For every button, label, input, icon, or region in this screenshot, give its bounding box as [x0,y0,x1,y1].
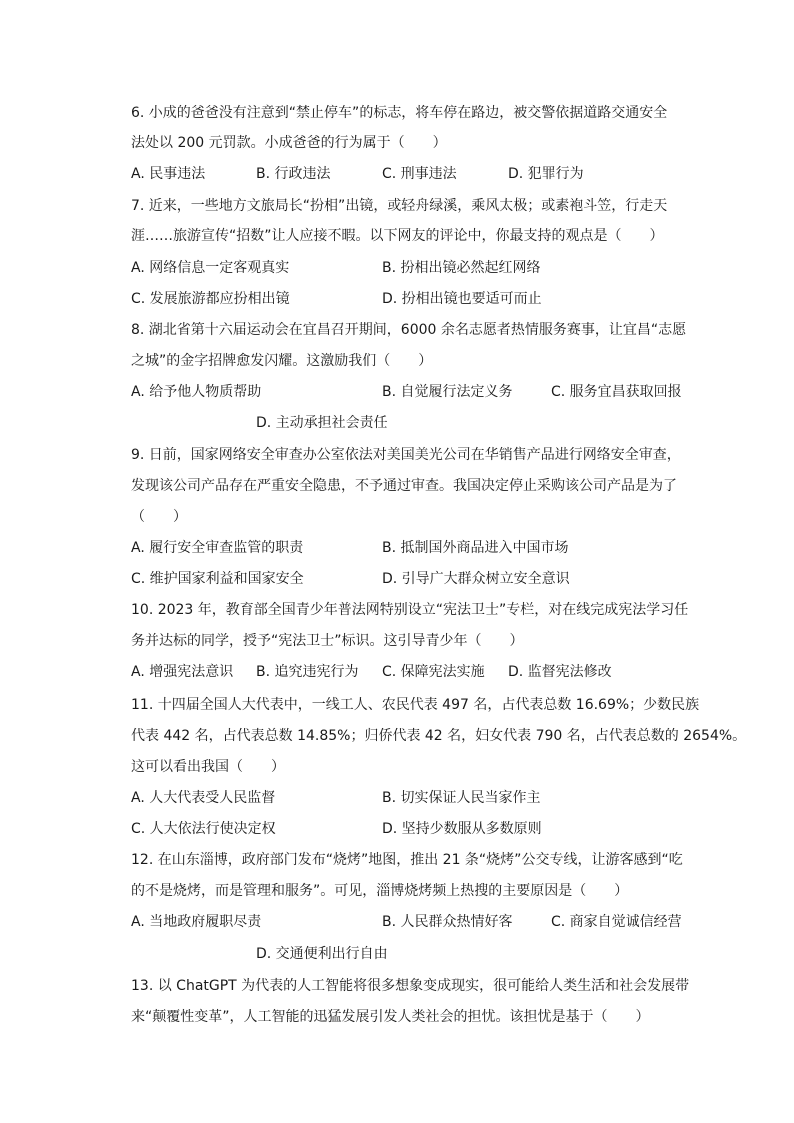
q12-option-a: A. 当地政府履职尽责 [131,914,262,930]
q8-stem-line-2: 之城”的金字招牌愈发闪耀。这激励我们（ ） [131,353,433,369]
q7-option-a: A. 网络信息一定客观真实 [131,260,290,276]
q7-option-c: C. 发展旅游都应扮相出镜 [131,291,290,307]
q6-option-b: B. 行政违法 [256,166,331,182]
q12-option-d: D. 交通便利出行自由 [256,946,388,962]
q9-option-d: D. 引导广大群众树立安全意识 [382,571,570,587]
q9-option-b: B. 抵制国外商品进入中国市场 [382,540,569,556]
q12-stem-line-2: 的不是烧烤，而是管理和服务”。可见，淄博烧烤频上热搜的主要原因是（ ） [131,883,629,899]
q8-option-b: B. 自觉履行法定义务 [382,384,513,400]
q12-option-b: B. 人民群众热情好客 [382,914,513,930]
q10-option-b: B. 追究违宪行为 [256,664,359,680]
q10-option-d: D. 监督宪法修改 [508,664,612,680]
q6-option-d: D. 犯罪行为 [508,166,584,182]
q10-stem-line-1: 10. 2023 年，教育部全国青少年普法网特别设立“宪法卫士”专栏，对在线完成宪法学习任 [131,602,689,618]
q12-option-c: C. 商家自觉诚信经营 [551,914,682,930]
q6-stem-line-2: 法处以 200 元罚款。小成爸爸的行为属于（ ） [131,135,447,151]
q11-stem-line-3: 这可以看出我国（ ） [131,759,285,775]
q11-option-b: B. 切实保证人民当家作主 [382,790,541,806]
q7-option-d: D. 扮相出镜也要适可而止 [382,291,542,307]
q9-stem-line-3: （ ） [131,509,187,525]
q6-option-c: C. 刑事违法 [382,166,457,182]
q7-stem-line-2: 涯……旅游宣传“招数”让人应接不暇。以下网友的评论中，你最支持的观点是（ ） [131,228,664,244]
q11-option-c: C. 人大依法行使决定权 [131,821,276,837]
q10-option-a: A. 增强宪法意识 [131,664,234,680]
q8-option-c: C. 服务宜昌获取回报 [551,384,682,400]
q10-option-c: C. 保障宪法实施 [382,664,485,680]
q8-stem-line-1: 8. 湖北省第十六届运动会在宜昌召开期间，6000 余名志愿者热情服务赛事，让宜昌“志愿 [131,322,687,338]
q11-stem-line-2: 代表 442 名，占代表总数 14.85%；归侨代表 42 名，妇女代表 790 名，占代表总数的 2654%。 [131,728,747,744]
q10-stem-line-2: 务并达标的同学，授予“宪法卫士”标识。这引导青少年（ ） [131,633,524,649]
q13-stem-line-2: 来“颠覆性变革”，人工智能的迅猛发展引发人类社会的担忧。该担忧是基于（ ） [131,1009,650,1025]
q12-stem-line-1: 12. 在山东淄博，政府部门发布“烧烤”地图，推出 21 条“烧烤”公交专线，让游客感到“吃 [131,852,683,868]
q9-stem-line-1: 9. 日前，国家网络安全审查办公室依法对美国美光公司在华销售产品进行网络安全审查， [131,447,681,463]
q11-option-a: A. 人大代表受人民监督 [131,790,276,806]
q11-stem-line-1: 11. 十四届全国人大代表中，一线工人、农民代表 497 名，占代表总数 16.69%；少数民族 [131,697,700,713]
q8-option-d: D. 主动承担社会责任 [256,415,388,431]
q7-stem-line-1: 7. 近来，一些地方文旅局长“扮相”出镜，或轻舟绿溪，乘风太极；或素袍斗笠，行走天 [131,198,668,214]
q11-option-d: D. 坚持少数服从多数原则 [382,821,542,837]
q7-option-b: B. 扮相出镜必然起红网络 [382,260,541,276]
q6-stem-line-1: 6. 小成的爸爸没有注意到“禁止停车”的标志，将车停在路边，被交警依据道路交通安全 [131,105,668,121]
q9-stem-line-2: 发现该公司产品存在严重安全隐患，不予通过审查。我国决定停止采购该公司产品是为了 [131,478,677,494]
q9-option-c: C. 维护国家利益和国家安全 [131,571,304,587]
q8-option-a: A. 给予他人物质帮助 [131,384,262,400]
q6-option-a: A. 民事违法 [131,166,206,182]
q9-option-a: A. 履行安全审查监管的职责 [131,540,304,556]
q13-stem-line-1: 13. 以 ChatGPT 为代表的人工智能将很多想象变成现实，很可能给人类生活和社会发展带 [131,978,690,994]
